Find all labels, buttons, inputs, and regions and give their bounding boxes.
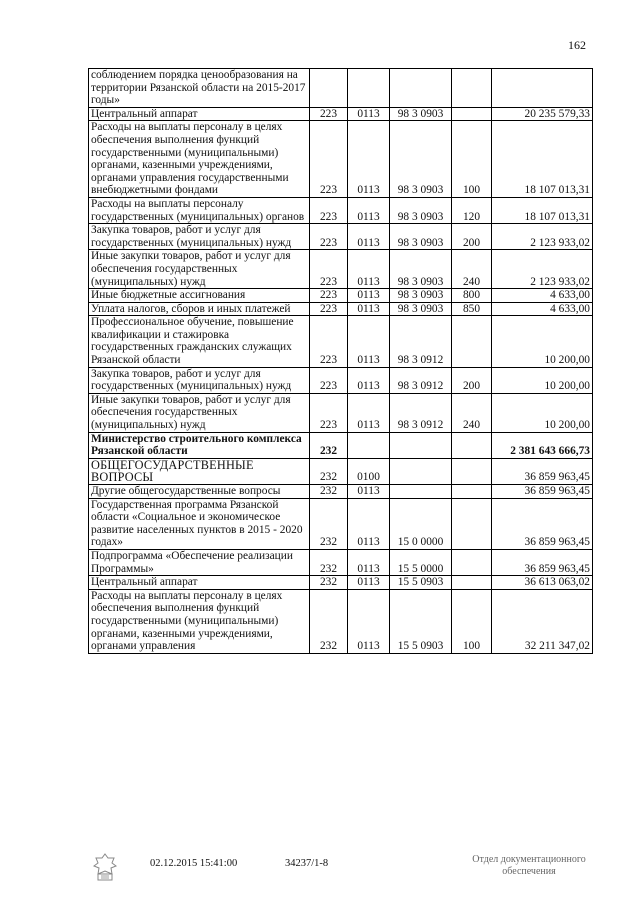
- row-amount-cell: 32 211 347,02: [492, 589, 593, 653]
- table-row: [89, 589, 593, 653]
- row-name-cell: Центральный аппарат: [89, 107, 310, 121]
- row-section-code-cell: 0113: [348, 224, 390, 250]
- row-expense-type-cell: [452, 69, 492, 108]
- table-row: [89, 197, 593, 223]
- row-article-code-cell: 98 3 0912: [390, 393, 452, 432]
- row-article-code-cell: 98 3 0903: [390, 289, 452, 303]
- row-article-code-cell: [390, 432, 452, 458]
- row-admin-code-cell: 223: [310, 121, 348, 198]
- row-expense-type-cell: 850: [452, 302, 492, 316]
- row-article-code-cell: 15 0 0000: [390, 498, 452, 549]
- row-article-code-cell: 98 3 0903: [390, 197, 452, 223]
- row-expense-type-cell: [452, 485, 492, 499]
- row-section-code-cell: [348, 69, 390, 108]
- row-name-cell: соблюдением порядка ценообразования на территории Рязанской области на 2015-2017 годы»: [89, 69, 310, 108]
- row-expense-type-cell: 100: [452, 589, 492, 653]
- row-article-code-cell: 98 3 0903: [390, 107, 452, 121]
- row-expense-type-cell: 200: [452, 367, 492, 393]
- row-section-code-cell: 0113: [348, 197, 390, 223]
- row-amount-cell: [492, 69, 593, 108]
- row-section-code-cell: 0113: [348, 498, 390, 549]
- row-expense-type-cell: 240: [452, 393, 492, 432]
- row-amount-cell: 18 107 013,31: [492, 121, 593, 198]
- department-stamp: [454, 854, 604, 878]
- row-section-code-cell: 0113: [348, 367, 390, 393]
- row-name-cell: Государственная программа Рязанской области «Социальное и экономическое развитие населенных пунктов в 2015 - 2020 годах»: [89, 498, 310, 549]
- table-row: [89, 432, 593, 458]
- table-row: [89, 498, 593, 549]
- row-amount-cell: 36 859 963,45: [492, 498, 593, 549]
- row-admin-code-cell: 223: [310, 316, 348, 367]
- row-admin-code-cell: 232: [310, 485, 348, 499]
- stamp-line-2: обеспечения: [502, 866, 556, 877]
- row-article-code-cell: [390, 69, 452, 108]
- footer-doc-code: 34237/1-8: [285, 858, 329, 869]
- row-name-cell: Иные закупки товаров, работ и услуг для обеспечения государственных (муниципальных) нужд: [89, 393, 310, 432]
- row-expense-type-cell: 200: [452, 224, 492, 250]
- row-expense-type-cell: [452, 432, 492, 458]
- row-amount-cell: 36 859 963,45: [492, 485, 593, 499]
- row-amount-cell: 10 200,00: [492, 393, 593, 432]
- table-row: [89, 549, 593, 575]
- footer-datetime: 02.12.2015 15:41:00: [150, 858, 238, 869]
- row-admin-code-cell: 223: [310, 393, 348, 432]
- table-row: [89, 576, 593, 590]
- row-section-code-cell: [348, 432, 390, 458]
- row-section-code-cell: 0113: [348, 316, 390, 367]
- row-name-cell: ОБЩЕГОСУДАРСТВЕННЫЕ ВОПРОСЫ: [89, 458, 310, 484]
- row-admin-code-cell: 223: [310, 250, 348, 289]
- row-admin-code-cell: 223: [310, 302, 348, 316]
- row-expense-type-cell: [452, 107, 492, 121]
- row-amount-cell: 4 633,00: [492, 289, 593, 303]
- table-row: [89, 458, 593, 484]
- row-name-cell: Закупка товаров, работ и услуг для государственных (муниципальных) нужд: [89, 367, 310, 393]
- row-section-code-cell: 0113: [348, 589, 390, 653]
- row-article-code-cell: [390, 458, 452, 484]
- row-amount-cell: 2 123 933,02: [492, 224, 593, 250]
- row-admin-code-cell: 223: [310, 224, 348, 250]
- row-article-code-cell: [390, 485, 452, 499]
- row-section-code-cell: 0113: [348, 549, 390, 575]
- row-expense-type-cell: [452, 458, 492, 484]
- row-expense-type-cell: [452, 576, 492, 590]
- row-expense-type-cell: 800: [452, 289, 492, 303]
- row-article-code-cell: 15 5 0903: [390, 576, 452, 590]
- row-section-code-cell: 0113: [348, 576, 390, 590]
- row-section-code-cell: 0113: [348, 121, 390, 198]
- row-admin-code-cell: 223: [310, 367, 348, 393]
- row-article-code-cell: 98 3 0912: [390, 367, 452, 393]
- row-amount-cell: 10 200,00: [492, 316, 593, 367]
- row-admin-code-cell: [310, 69, 348, 108]
- row-amount-cell: 36 859 963,45: [492, 549, 593, 575]
- row-name-cell: Расходы на выплаты персоналу в целях обеспечения выполнения функций государственными (муниципальными) органами, казенными учреждениями, органами управления государственными внебюджетными фондами: [89, 121, 310, 198]
- row-article-code-cell: 98 3 0903: [390, 302, 452, 316]
- table-row: [89, 367, 593, 393]
- row-section-code-cell: 0100: [348, 458, 390, 484]
- row-section-code-cell: 0113: [348, 485, 390, 499]
- table-row: [89, 316, 593, 367]
- budget-table: [88, 68, 593, 654]
- row-admin-code-cell: 232: [310, 549, 348, 575]
- row-section-code-cell: 0113: [348, 107, 390, 121]
- table-row: [89, 393, 593, 432]
- row-admin-code-cell: 223: [310, 107, 348, 121]
- row-article-code-cell: 98 3 0903: [390, 250, 452, 289]
- row-expense-type-cell: [452, 316, 492, 367]
- row-name-cell: Профессиональное обучение, повышение квалификации и стажировка государственных гражданских служащих Рязанской области: [89, 316, 310, 367]
- row-expense-type-cell: 100: [452, 121, 492, 198]
- row-name-cell: Подпрограмма «Обеспечение реализации Программы»: [89, 549, 310, 575]
- row-section-code-cell: 0113: [348, 393, 390, 432]
- row-section-code-cell: 0113: [348, 250, 390, 289]
- row-article-code-cell: 98 3 0903: [390, 121, 452, 198]
- row-admin-code-cell: 223: [310, 197, 348, 223]
- row-name-cell: Уплата налогов, сборов и иных платежей: [89, 302, 310, 316]
- row-name-cell: Расходы на выплаты персоналу в целях обеспечения выполнения функций государственными (муниципальными) органами, казенными учреждениями, органами управления: [89, 589, 310, 653]
- row-name-cell: Иные бюджетные ассигнования: [89, 289, 310, 303]
- row-name-cell: Министерство строительного комплекса Рязанской области: [89, 432, 310, 458]
- row-name-cell: Закупка товаров, работ и услуг для государственных (муниципальных) нужд: [89, 224, 310, 250]
- table-row: [89, 121, 593, 198]
- row-name-cell: Другие общегосударственные вопросы: [89, 485, 310, 499]
- row-expense-type-cell: [452, 549, 492, 575]
- table-row: [89, 289, 593, 303]
- row-amount-cell: 36 859 963,45: [492, 458, 593, 484]
- row-amount-cell: 18 107 013,31: [492, 197, 593, 223]
- row-article-code-cell: 98 3 0912: [390, 316, 452, 367]
- row-admin-code-cell: 223: [310, 289, 348, 303]
- row-admin-code-cell: 232: [310, 589, 348, 653]
- row-article-code-cell: 15 5 0000: [390, 549, 452, 575]
- coat-of-arms-icon: [92, 852, 118, 882]
- stamp-line-1: Отдел документационного: [472, 854, 586, 865]
- row-expense-type-cell: [452, 498, 492, 549]
- table-row: [89, 107, 593, 121]
- page-number: 162: [568, 38, 586, 52]
- row-article-code-cell: 98 3 0903: [390, 224, 452, 250]
- row-amount-cell: 4 633,00: [492, 302, 593, 316]
- row-amount-cell: 2 381 643 666,73: [492, 432, 593, 458]
- row-expense-type-cell: 240: [452, 250, 492, 289]
- row-admin-code-cell: 232: [310, 432, 348, 458]
- row-admin-code-cell: 232: [310, 576, 348, 590]
- row-amount-cell: 10 200,00: [492, 367, 593, 393]
- row-amount-cell: 2 123 933,02: [492, 250, 593, 289]
- row-amount-cell: 20 235 579,33: [492, 107, 593, 121]
- row-name-cell: Расходы на выплаты персоналу государственных (муниципальных) органов: [89, 197, 310, 223]
- row-amount-cell: 36 613 063,02: [492, 576, 593, 590]
- row-name-cell: Центральный аппарат: [89, 576, 310, 590]
- table-row: [89, 250, 593, 289]
- table-row: [89, 302, 593, 316]
- row-admin-code-cell: 232: [310, 498, 348, 549]
- table-row: [89, 224, 593, 250]
- table-row: [89, 69, 593, 108]
- row-expense-type-cell: 120: [452, 197, 492, 223]
- row-admin-code-cell: 232: [310, 458, 348, 484]
- row-name-cell: Иные закупки товаров, работ и услуг для обеспечения государственных (муниципальных) нужд: [89, 250, 310, 289]
- row-section-code-cell: 0113: [348, 302, 390, 316]
- table-row: [89, 485, 593, 499]
- row-section-code-cell: 0113: [348, 289, 390, 303]
- row-article-code-cell: 15 5 0903: [390, 589, 452, 653]
